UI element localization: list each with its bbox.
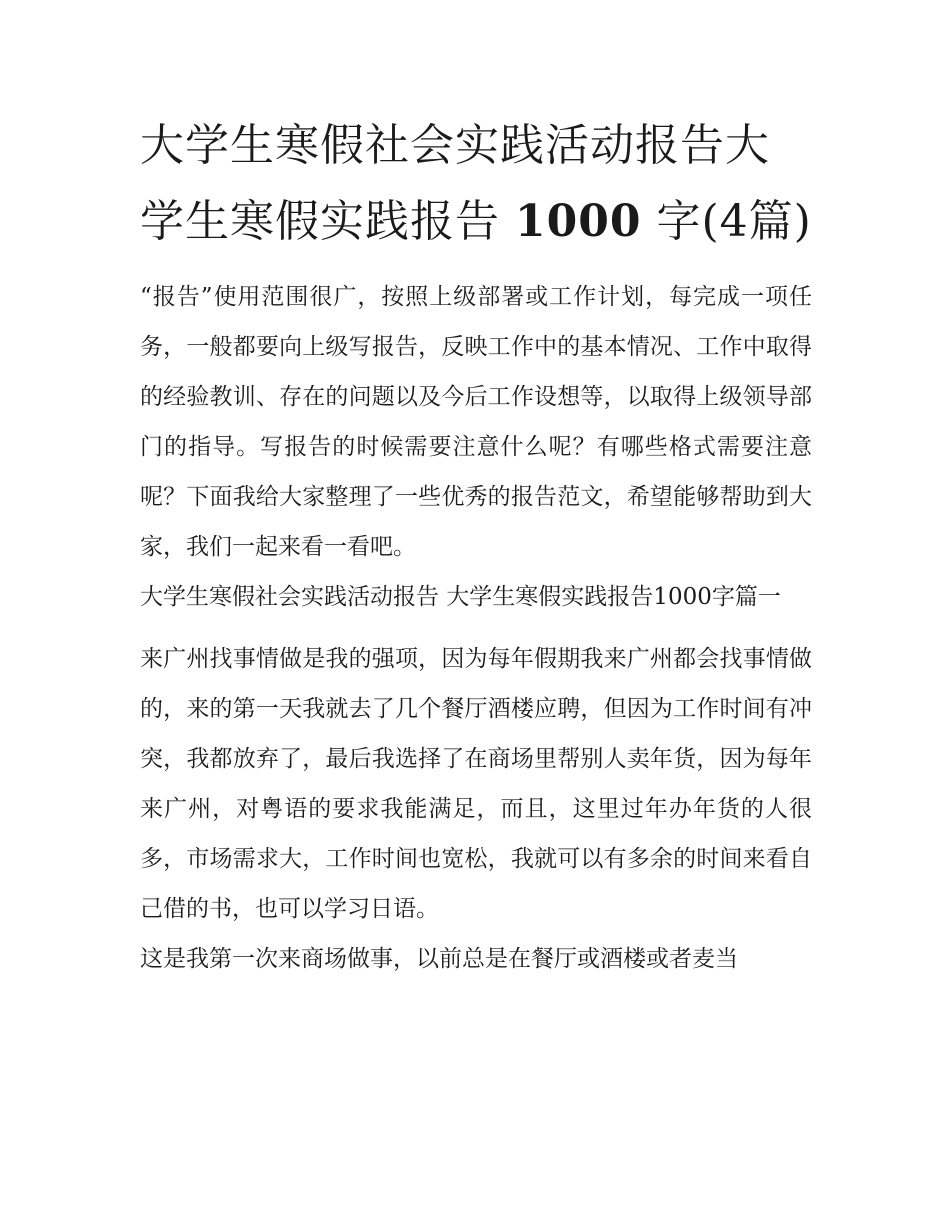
title-number: 1000: [515, 196, 642, 247]
document-title: [140, 108, 812, 260]
body-paragraph-1: 来广州找事情做是我的强项，因为每年假期我来广州都会找事情做的，来的第一天我就去了几个餐厅酒楼应聘，但因为工作时间有冲突，我都放弃了，最后我选择了在商场里帮别人卖年货，因为每年来广州，对粤语的要求我能满足，而且，这里过年办年货的人很多，市场需求大，工作时间也宽松，我就可以有多余的时间来看自己借的书，也可以学习日语。: [140, 646, 812, 922]
title-text-part1: 大学生寒假社会实践活动报告大学生寒假实践报告: [140, 120, 770, 247]
title-text-part2: 字(4篇): [656, 196, 812, 247]
intro-paragraph: “报告”使用范围很广，按照上级部署或工作计划，每完成一项任务，一般都要向上级写报告，反映工作中的基本情况、工作中取得的经验教训、存在的问题以及今后工作设想等，以取得上级领导部门的指导。写报告的时候需要注意什么呢？有哪些格式需要注意呢？下面我给大家整理了一些优秀的报告范文，希望能够帮助到大家，我们一起来看一看吧。: [140, 284, 812, 560]
document-page: [140, 108, 812, 984]
section-heading: 大学生寒假社会实践活动报告 大学生寒假实践报告1000字篇一: [140, 584, 781, 610]
body-paragraph-2: 这是我第一次来商场做事，以前总是在餐厅或酒楼或者麦当: [140, 946, 738, 972]
